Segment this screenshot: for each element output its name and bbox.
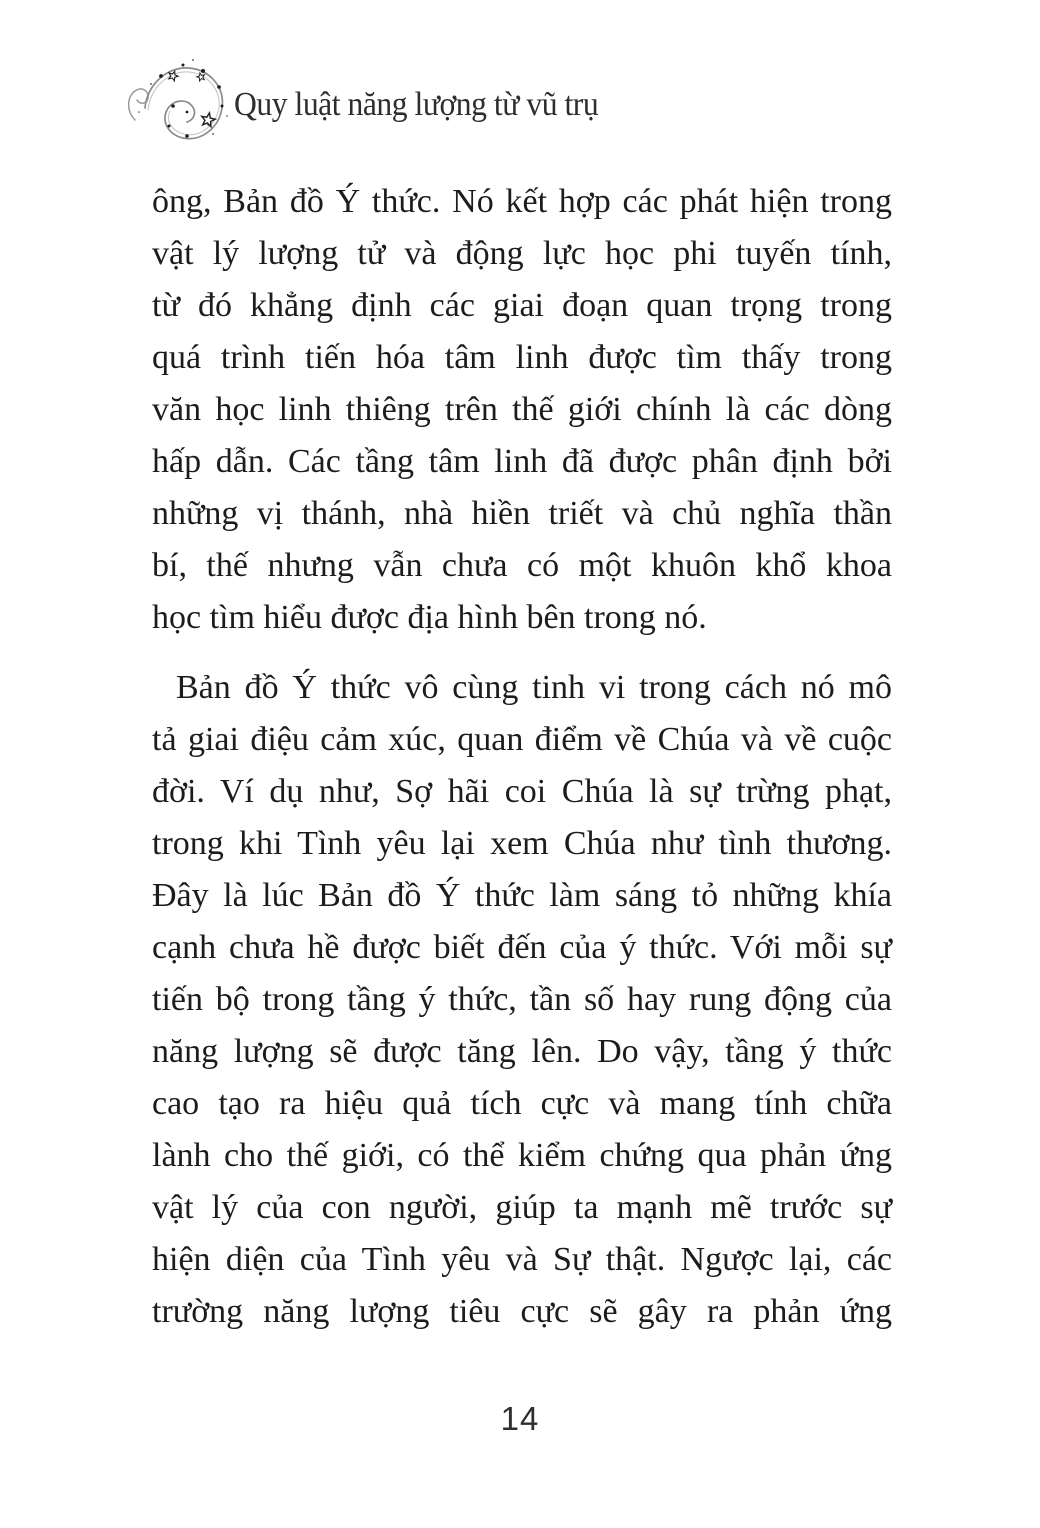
text-line: cao tạo ra hiệu quả tích cực và mang tính chữa <box>152 1085 892 1122</box>
paragraph <box>152 176 892 644</box>
text-line: tả giai điệu cảm xúc, quan điểm về Chúa và về cuộc <box>152 721 892 758</box>
text-line: vật lý của con người, giúp ta mạnh mẽ trước sự <box>152 1189 892 1226</box>
text-line: cạnh chưa hề được biết đến của ý thức. Với mỗi sự <box>152 929 892 966</box>
text-line: văn học linh thiêng trên thế giới chính là các dòng <box>152 391 892 428</box>
text-line: ông, Bản đồ Ý thức. Nó kết hợp các phát hiện trong <box>152 183 892 220</box>
text-line: Đây là lúc Bản đồ Ý thức làm sáng tỏ những khía <box>152 877 892 914</box>
text-line: quá trình tiến hóa tâm linh được tìm thấy trong <box>152 339 892 376</box>
text-line: Bản đồ Ý thức vô cùng tinh vi trong cách nó mô <box>176 669 892 706</box>
text-line: từ đó khẳng định các giai đoạn quan trọng trong <box>152 287 892 324</box>
text-line: học tìm hiểu được địa hình bên trong nó. <box>152 599 707 636</box>
text-line: hiện diện của Tình yêu và Sự thật. Ngược lại, các <box>152 1241 892 1278</box>
spiral-stars-icon <box>122 54 236 154</box>
page-footer <box>0 1400 1040 1438</box>
text-line: vật lý lượng tử và động lực học phi tuyến tính, <box>152 235 892 272</box>
running-header-title: Quy luật năng lượng từ vũ trụ <box>234 86 599 123</box>
text-paragraphs <box>152 176 892 1338</box>
text-line: tiến bộ trong tầng ý thức, tần số hay rung động của <box>152 981 892 1018</box>
paragraph <box>152 662 892 1338</box>
text-line: lành cho thế giới, có thể kiểm chứng qua phản ứng <box>152 1137 892 1174</box>
page-body <box>152 176 892 1338</box>
text-line: trong khi Tình yêu lại xem Chúa như tình thương. <box>152 825 892 862</box>
page-number: 14 <box>500 1400 540 1437</box>
text-line: đời. Ví dụ như, Sợ hãi coi Chúa là sự trừng phạt, <box>152 773 892 810</box>
page-header <box>122 52 626 156</box>
text-line: trường năng lượng tiêu cực sẽ gây ra phản ứng <box>152 1293 892 1330</box>
text-line: những vị thánh, nhà hiền triết và chủ nghĩa thần <box>152 495 892 532</box>
text-line: năng lượng sẽ được tăng lên. Do vậy, tầng ý thức <box>152 1033 892 1070</box>
text-line: bí, thế nhưng vẫn chưa có một khuôn khổ khoa <box>152 547 892 584</box>
text-line: hấp dẫn. Các tầng tâm linh đã được phân định bởi <box>152 443 892 480</box>
